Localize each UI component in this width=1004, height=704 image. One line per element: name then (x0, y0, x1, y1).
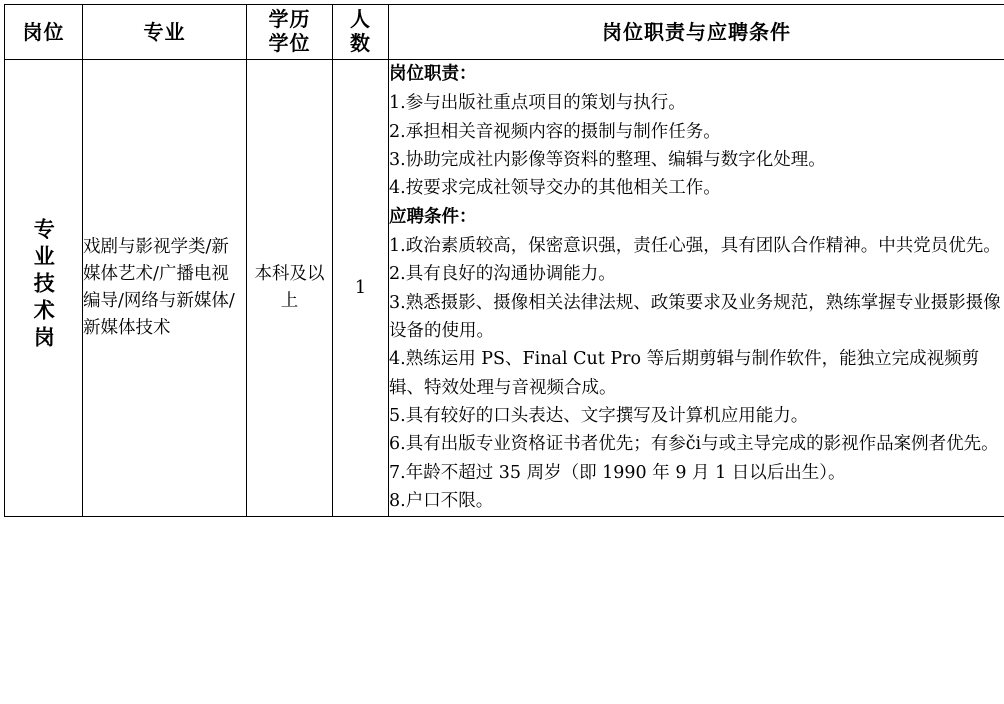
requirements-item: 3.熟悉摄影、摄像相关法律法规、政策要求及业务规范，熟练掌握专业摄影摄像设备的使用。 (389, 289, 1004, 346)
cell-description (389, 60, 1004, 517)
job-posting-table (4, 4, 1004, 517)
duties-item: 4.按要求完成社领导交办的其他相关工作。 (389, 174, 1004, 202)
duties-item: 1.参与出版社重点项目的策划与执行。 (389, 89, 1004, 117)
column-header-description-line1: 岗位职责与应聘条件 (389, 21, 1004, 44)
duties-item: 3.协助完成社内影像等资料的整理、编辑与数字化处理。 (389, 146, 1004, 174)
column-header-major-line1: 专业 (83, 21, 246, 44)
column-header-count (333, 5, 389, 60)
column-header-count-line2: 数 (333, 32, 388, 56)
table-header (5, 5, 1004, 60)
document-page (0, 4, 1004, 704)
cell-post (5, 60, 83, 517)
requirements-item: 1.政治素质较高，保密意识强，责任心强，具有团队合作精神。中共党员优先。 (389, 232, 1004, 260)
column-header-post-line1: 岗位 (5, 21, 82, 44)
table-header-row (5, 5, 1004, 60)
requirements-title: 应聘条件： (389, 203, 1004, 231)
duties-title: 岗位职责： (389, 60, 1004, 88)
table-row (5, 60, 1004, 517)
column-header-major (83, 5, 247, 60)
post-name-vertical: 专业技术岗 (28, 218, 60, 353)
table-body (5, 60, 1004, 517)
requirements-item: 4.熟练运用 PS、Final Cut Pro 等后期剪辑与制作软件，能独立完成视频剪辑、特效处理与音视频合成。 (389, 345, 1004, 402)
requirements-item: 8.户口不限。 (389, 487, 1004, 515)
requirements-item: 2.具有良好的沟通协调能力。 (389, 260, 1004, 288)
column-header-count-line1: 人 (333, 8, 388, 32)
column-header-degree-line2: 学位 (247, 32, 332, 56)
column-header-degree (247, 5, 333, 60)
cell-degree: 本科及以上 (247, 60, 333, 517)
requirements-item: 6.具有出版专业资格证书者优先；有参či与或主导完成的影视作品案例者优先。 (389, 430, 1004, 458)
duties-item: 2.承担相关音视频内容的摄制与制作任务。 (389, 118, 1004, 146)
requirements-item: 5.具有较好的口头表达、文字撰写及计算机应用能力。 (389, 402, 1004, 430)
requirements-item: 7.年龄不超过 35 周岁（即 1990 年 9 月 1 日以后出生）。 (389, 459, 1004, 487)
column-header-post (5, 5, 83, 60)
cell-major: 戏剧与影视学类/新媒体艺术/广播电视编导/网络与新媒体/新媒体技术 (83, 60, 247, 517)
column-header-degree-line1: 学历 (247, 8, 332, 32)
column-header-description (389, 5, 1004, 60)
cell-count: 1 (333, 60, 389, 517)
